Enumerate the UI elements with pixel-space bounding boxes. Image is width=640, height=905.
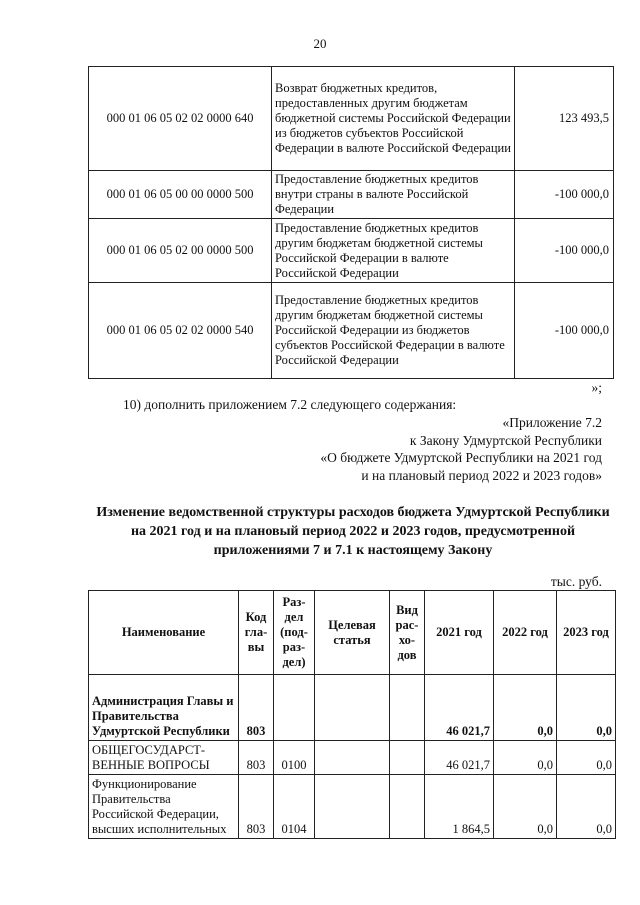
page-number: 20 [313, 36, 327, 51]
code-cell: 000 01 06 05 00 00 0000 500 [89, 171, 272, 219]
header-target: Целевая статья [315, 591, 390, 675]
row-name: ОБЩЕГОСУДАРСТ-ВЕННЫЕ ВОПРОСЫ [89, 741, 239, 775]
row-2023: 0,0 [557, 675, 616, 741]
code-cell: 000 01 06 05 02 02 0000 640 [89, 67, 272, 171]
row-code: 803 [239, 675, 274, 741]
description-cell: Предоставление бюджетных кредитов внутри страны в валюте Российской Федерации [272, 171, 515, 219]
appendix-line: к Закону Удмуртской Республики [409, 432, 602, 448]
row-2021: 46 021,7 [425, 741, 494, 775]
row-code: 803 [239, 741, 274, 775]
sources-table [88, 66, 614, 379]
row-target [315, 741, 390, 775]
row-2022: 0,0 [494, 741, 557, 775]
table-row [89, 741, 616, 775]
row-type [390, 775, 425, 839]
row-target [315, 675, 390, 741]
row-target [315, 775, 390, 839]
item-10-text: 10) дополнить приложением 7.2 следующего содержания: [123, 397, 457, 412]
row-section: 0104 [274, 775, 315, 839]
header-row [89, 591, 616, 675]
row-2022: 0,0 [494, 675, 557, 741]
appendix-line: «Приложение 7.2 [502, 415, 602, 430]
table-row [89, 67, 614, 171]
code-cell: 000 01 06 05 02 00 0000 500 [89, 219, 272, 283]
row-type [390, 675, 425, 741]
row-2022: 0,0 [494, 775, 557, 839]
header-2021: 2021 год [425, 591, 494, 675]
table-row [89, 171, 614, 219]
header-type: Вид рас-хо-дов [390, 591, 425, 675]
document-title: Изменение ведомственной структуры расходов бюджета Удмуртской Республики на 2021 год и на плановый период 2022 и 2023 годов, предусмотренной приложениями 7 и 7.1 к настоящему Закону [96, 505, 610, 558]
header-code: Код гла-вы [239, 591, 274, 675]
row-type [390, 741, 425, 775]
row-section [274, 675, 315, 741]
header-2023: 2023 год [557, 591, 616, 675]
row-2021: 1 864,5 [425, 775, 494, 839]
description-cell: Предоставление бюджетных кредитов другим бюджетам бюджетной системы Российской Федерации в валюте Российской Федерации [272, 219, 515, 283]
header-section: Раз-дел (под-раз-дел) [274, 591, 315, 675]
row-code: 803 [239, 775, 274, 839]
appendix-header [320, 414, 602, 484]
row-2021: 46 021,7 [425, 675, 494, 741]
row-section: 0100 [274, 741, 315, 775]
description-cell: Предоставление бюджетных кредитов другим бюджетам бюджетной системы Российской Федерации из бюджетов субъектов Российской Федерации в валюте Российской Федерации [272, 283, 515, 379]
row-2023: 0,0 [557, 775, 616, 839]
amount-cell: -100 000,0 [515, 219, 614, 283]
units-label: тыс. руб. [550, 574, 602, 589]
row-name: Функционирование Правительства Российской Федерации, высших исполнительных [89, 775, 239, 839]
row-2023: 0,0 [557, 741, 616, 775]
amount-cell: -100 000,0 [515, 171, 614, 219]
header-name: Наименование [89, 591, 239, 675]
header-2022: 2022 год [494, 591, 557, 675]
table-row [89, 675, 616, 741]
expenditure-table [88, 590, 616, 839]
appendix-line: и на плановый период 2022 и 2023 годов» [361, 467, 602, 483]
row-name: Администрация Главы и Правительства Удмуртской Республики [89, 675, 239, 741]
appendix-line: «О бюджете Удмуртской Республики на 2021 год [320, 450, 602, 465]
table-row [89, 219, 614, 283]
amount-cell: 123 493,5 [515, 67, 614, 171]
closing-quote: »; [591, 380, 602, 395]
code-cell: 000 01 06 05 02 02 0000 540 [89, 283, 272, 379]
table-row [89, 775, 616, 839]
table-row [89, 283, 614, 379]
amount-cell: -100 000,0 [515, 283, 614, 379]
description-cell: Возврат бюджетных кредитов, предоставленных другим бюджетам бюджетной системы Российской Федерации из бюджетов субъектов Российской Федерации в валюте Российской Федерации [272, 67, 515, 171]
